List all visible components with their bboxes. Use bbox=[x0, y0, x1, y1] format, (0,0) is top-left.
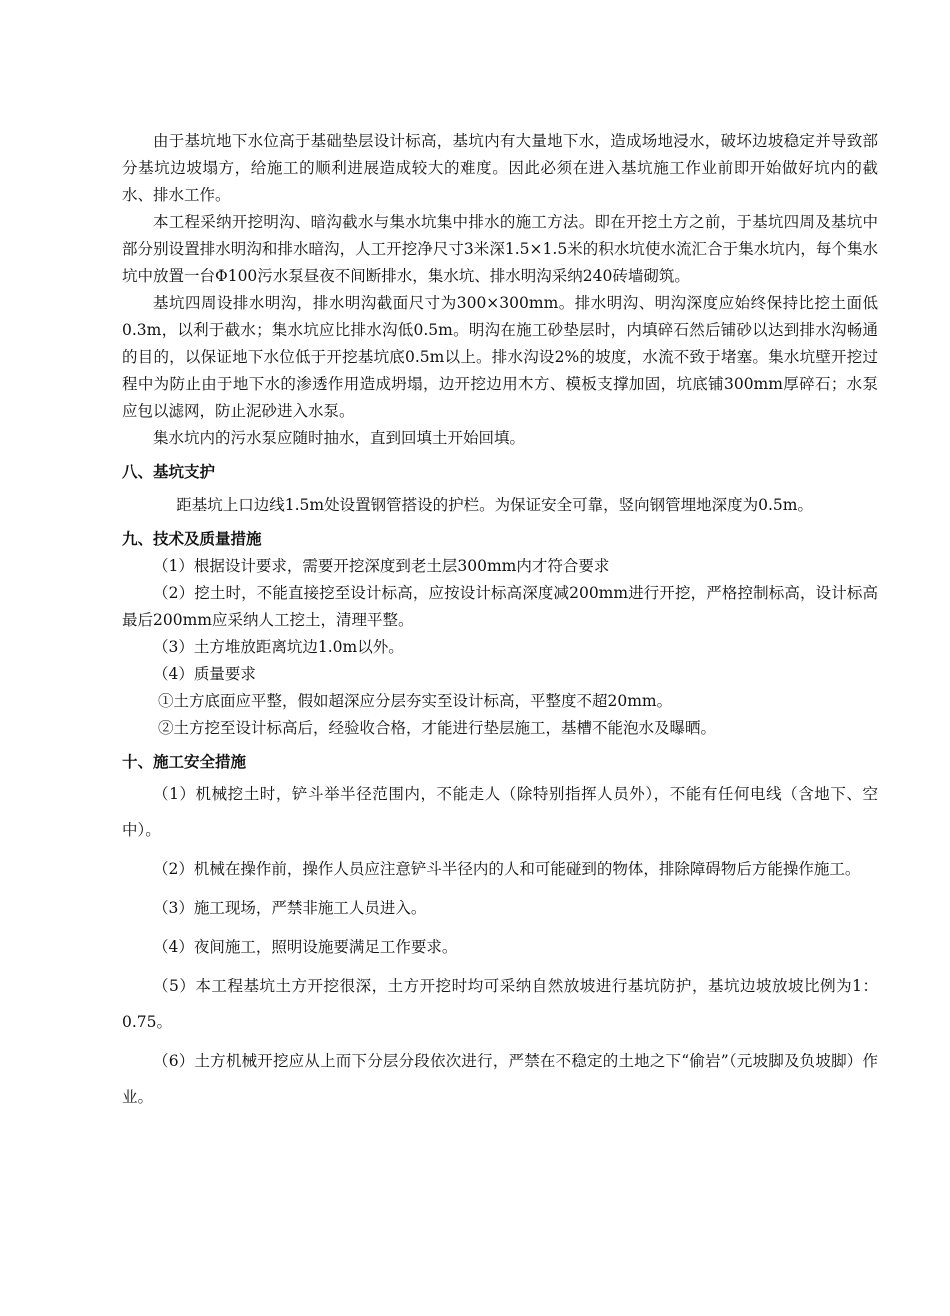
document-page bbox=[122, 128, 878, 1118]
section-9-item-3: （3）土方堆放距离坑边1.0m以外。 bbox=[153, 638, 404, 656]
section-10-item-5: （5）本工程基坑土方开挖很深，土方开挖时均可采纳自然放坡进行基坑防护，基坑边坡放坡比例为1：0.75。 bbox=[122, 977, 878, 1031]
intro-paragraph-2: 本工程采纳开挖明沟、暗沟截水与集水坑集中排水的施工方法。即在开挖土方之前，于基坑四周及基坑中部分别设置排水明沟和排水暗沟，人工开挖净尺寸3米深1.5×1.5米的积水坑使水流汇合于集水坑内，每个集水坑中放置一台Φ100污水泵昼夜不间断排水，集水坑、排水明沟采纳240砖墙砌筑。 bbox=[122, 213, 878, 285]
section-8-text: 距基坑上口边线1.5m处设置钢管搭设的护栏。为保证安全可靠，竖向钢管埋地深度为0.5m。 bbox=[176, 496, 813, 514]
section-10-item-3: （3）施工现场，严禁非施工人员进入。 bbox=[153, 899, 427, 917]
section-10-item-2: （2）机械在操作前，操作人员应注意铲斗半径内的人和可能碰到的物体，排除障碍物后方能操作施工。 bbox=[153, 860, 861, 878]
section-9-item-1: （1）根据设计要求，需要开挖深度到老土层300mm内才符合要求 bbox=[153, 557, 610, 575]
intro-paragraph-4: 集水坑内的污水泵应随时抽水，直到回填土开始回填。 bbox=[153, 429, 526, 447]
section-10-item-1: （1）机械挖土时，铲斗举半径范围内，不能走人（除特别指挥人员外），不能有任何电线（含地下、空中）。 bbox=[122, 785, 878, 839]
section-10-list bbox=[122, 776, 878, 1115]
section-9-heading: 九、技术及质量措施 bbox=[122, 530, 262, 548]
section-8-heading: 八、基坑支护 bbox=[122, 463, 216, 481]
section-9-item-4: （4）质量要求 bbox=[153, 665, 256, 683]
intro-paragraph-3: 基坑四周设排水明沟，排水明沟截面尺寸为300×300mm。排水明沟、明沟深度应始终保持比挖土面低0.3m，以利于截水；集水坑应比排水沟低0.5m。明沟在施工砂垫层时，内填碎石然后铺砂以达到排水沟畅通的目的，以保证地下水位低于开挖基坑底0.5m以上。排水沟设2%的坡度，水流不致于堵塞。集水坑壁开挖过程中为防止由于地下水的渗透作用造成坍塌，边开挖边用木方、模板支撑加固，坑底铺300mm厚碎石；水泵应包以滤网，防止泥砂进入水泵。 bbox=[122, 294, 878, 420]
section-9-item-2: （2）挖土时，不能直接挖至设计标高，应按设计标高深度减200mm进行开挖，严格控制标高，设计标高最后200mm应采纳人工挖土，清理平整。 bbox=[122, 584, 878, 629]
section-10-heading: 十、施工安全措施 bbox=[122, 753, 247, 771]
section-10-item-6: （6）土方机械开挖应从上而下分层分段依次进行，严禁在不稳定的土地之下“偷岩”（元坡脚及负坡脚）作业。 bbox=[122, 1052, 878, 1106]
intro-paragraph-1: 由于基坑地下水位高于基础垫层设计标高，基坑内有大量地下水，造成场地浸水，破坏边坡稳定并导致部分基坑边坡塌方，给施工的顺利进展造成较大的难度。因此必须在进入基坑施工作业前即开始做好坑内的截水、排水工作。 bbox=[122, 132, 878, 204]
section-10-item-4: （4）夜间施工，照明设施要满足工作要求。 bbox=[153, 938, 458, 956]
section-9-subitem-2: ②土方挖至设计标高后，经验收合格，才能进行垫层施工，基槽不能泡水及曝晒。 bbox=[158, 719, 717, 737]
section-9-subitem-1: ①土方底面应平整，假如超深应分层夯实至设计标高，平整度不超20mm。 bbox=[158, 692, 673, 710]
